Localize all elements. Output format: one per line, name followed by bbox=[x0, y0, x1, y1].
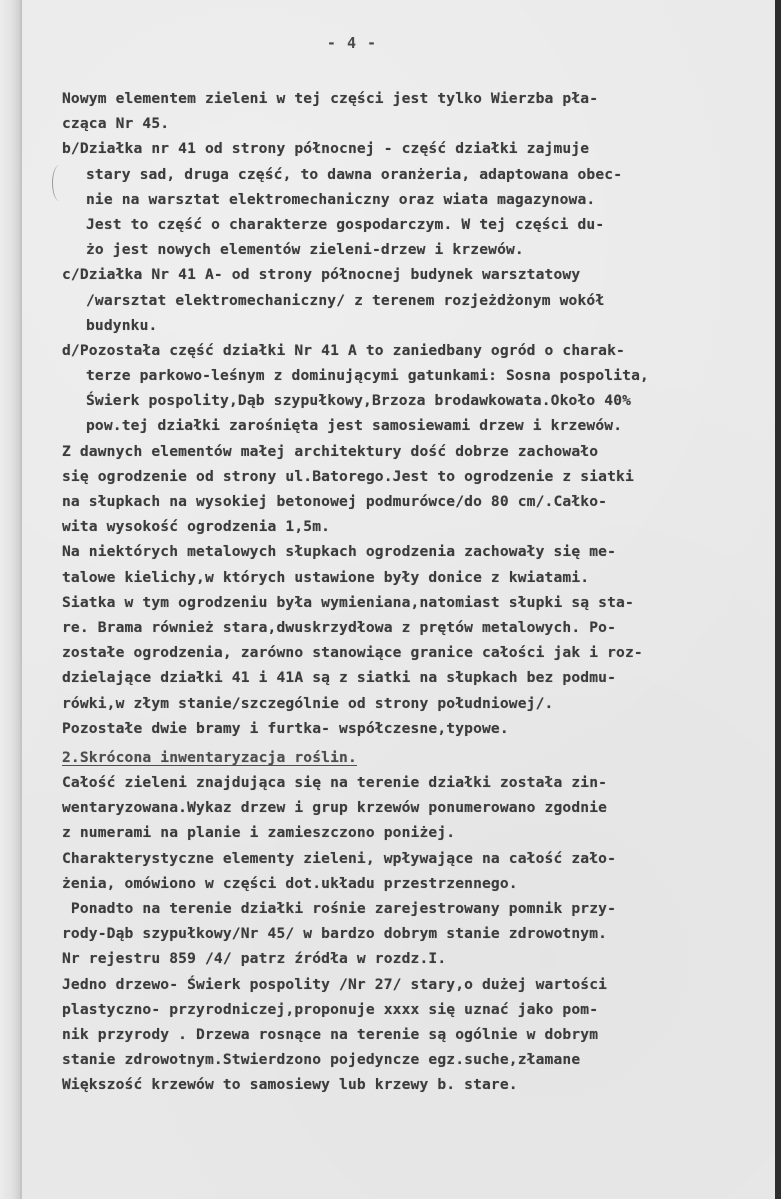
paragraph-c bbox=[62, 262, 762, 338]
text-line: się ogrodzenie od strony ul.Batorego.Jest to ogrodzenie z siatki bbox=[62, 467, 634, 485]
text-line: Całość zieleni znajdująca się na terenie działki została zin- bbox=[62, 774, 608, 792]
text-line: dzielające działki 41 i 41A są z siatki na słupkach bez podmu- bbox=[62, 669, 617, 687]
text-line: stary sad, druga część, to dawna oranżeria, adaptowana obec- bbox=[86, 165, 623, 183]
text-line: z numerami na planie i zamieszczono poniżej. bbox=[62, 824, 456, 842]
text-line: Nr rejestru 859 /4/ patrz źródła w rozdz.I. bbox=[62, 950, 447, 968]
text-line: plastyczno- przyrodniczej,proponuje xxxx się uznać jako pom- bbox=[62, 1000, 599, 1018]
text-line: re. Brama również stara,dwuskrzydłowa z prętów metalowych. Po- bbox=[62, 618, 617, 636]
text-line: Większość krzewów to samosiewy lub krzewy b. stare. bbox=[62, 1076, 518, 1094]
text-line: Pozostałe dwie bramy i furtka- współczesne,typowe. bbox=[62, 719, 509, 737]
text-line: terze parkowo-leśnym z dominującymi gatunkami: Sosna pospolita, bbox=[86, 367, 649, 385]
text-line: b/Działka nr 41 od strony północnej - część działki zajmuje bbox=[62, 140, 590, 158]
text-line: rody-Dąb szypułkowy/Nr 45/ w bardzo dobrym stanie zdrowotnym. bbox=[62, 925, 608, 943]
paragraph-b bbox=[62, 136, 762, 262]
text-line: /warsztat elektromechaniczny/ z terenem rozjeżdżonym wokół bbox=[86, 291, 605, 309]
binding-strip bbox=[0, 0, 20, 1199]
text-line: żenia, omówiono w części dot.układu przestrzennego. bbox=[62, 874, 518, 892]
text-line: Świerk pospolity,Dąb szypułkowy,Brzoza brodawkowata.Około 40% bbox=[86, 392, 632, 410]
paragraph-spruce bbox=[62, 972, 762, 1098]
paragraph-architecture bbox=[62, 439, 762, 540]
paragraph-fence bbox=[62, 539, 762, 741]
text-line: Ponadto na terenie działki rośnie zarejestrowany pomnik przy- bbox=[62, 900, 617, 917]
section-heading: 2.Skrócona inwentaryzacja roślin. bbox=[62, 748, 357, 766]
text-line: nie na warsztat elektromechaniczny oraz wiata magazynowa. bbox=[86, 190, 596, 208]
text-line: budynku. bbox=[86, 316, 158, 334]
scan-right-edge bbox=[775, 0, 781, 1199]
text-line: wita wysokość ogrodzenia 1,5m. bbox=[62, 518, 331, 536]
text-line: stanie zdrowotnym.Stwierdzono pojedyncze egz.suche,złamane bbox=[62, 1051, 581, 1069]
text-line: nik przyrody . Drzewa rosnące na terenie są ogólnie w dobrym bbox=[62, 1025, 599, 1043]
paragraph-intro bbox=[62, 86, 762, 136]
text-line: Nowym elementem zieleni w tej części jest tylko Wierzba pła- bbox=[62, 90, 599, 107]
text-line: Jest to część o charakterze gospodarczym. W tej części du- bbox=[86, 215, 605, 233]
paragraph-characteristic bbox=[62, 846, 762, 896]
text-line: żo jest nowych elementów zieleni-drzew i krzewów. bbox=[86, 241, 524, 259]
document-page bbox=[22, 0, 775, 1199]
document-body bbox=[62, 86, 762, 1098]
page-number: - 4 - bbox=[326, 34, 378, 52]
text-line: rówki,w złym stanie/szczególnie od strony południowej/. bbox=[62, 694, 554, 712]
paragraph-d bbox=[62, 338, 762, 439]
text-line: Z dawnych elementów małej architektury dość dobrze zachowało bbox=[62, 442, 599, 460]
text-line: cząca Nr 45. bbox=[62, 115, 170, 133]
text-line: wentaryzowana.Wykaz drzew i grup krzewów ponumerowano zgodnie bbox=[62, 799, 608, 817]
text-line: d/Pozostała część działki Nr 41 A to zaniedbany ogród o charak- bbox=[62, 341, 625, 359]
text-line: c/Działka Nr 41 A- od strony północnej budynek warsztatowy bbox=[62, 266, 581, 284]
text-line: na słupkach na wysokiej betonowej podmurówce/do 80 cm/.Całko- bbox=[62, 493, 608, 510]
text-line: zostałe ogrodzenia, zarówno stanowiące granice całości jak i roz- bbox=[62, 644, 643, 662]
text-line: Jedno drzewo- Świerk pospolity /Nr 27/ stary,o dużej wartości bbox=[62, 975, 608, 993]
paragraph-inventory bbox=[62, 770, 762, 846]
text-line: Siatka w tym ogrodzeniu była wymieniana,natomiast słupki są sta- bbox=[62, 593, 634, 611]
text-line: pow.tej działki zarośnięta jest samosiewami drzew i krzewów. bbox=[86, 417, 623, 435]
text-line: Na niektórych metalowych słupkach ogrodzenia zachowały się me- bbox=[62, 543, 617, 561]
paragraph-monument bbox=[62, 896, 762, 972]
text-line: Charakterystyczne elementy zieleni, wpływające na całość zało- bbox=[62, 849, 617, 867]
text-line: talowe kielichy,w których ustawione były donice z kwiatami. bbox=[62, 568, 590, 586]
